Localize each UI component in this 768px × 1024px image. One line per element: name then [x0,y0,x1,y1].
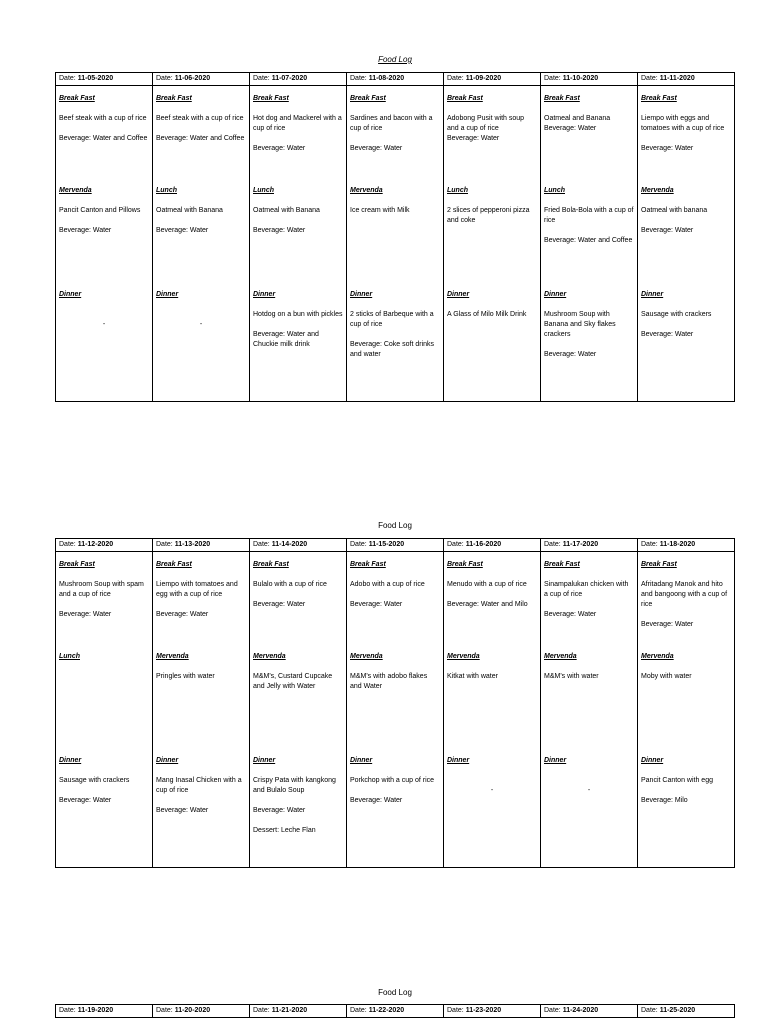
m2-label: Lunch [544,187,565,194]
food-log-table-2 [55,538,735,868]
m2-section [350,652,440,692]
m1-food: Menudo with a cup of rice [447,581,527,588]
date-cell [250,1005,347,1018]
m1-label: Break Fast [544,561,580,568]
m1-food: Oatmeal and Banana [544,115,611,122]
m2-label: Mervenda [59,187,92,194]
m2-label: Mervenda [447,653,480,660]
date-cell [638,1005,735,1018]
m3-label: Dinner [544,757,567,764]
m1-section [59,94,149,144]
m2-food: M&M's with water [544,673,599,680]
m2-section [156,652,246,682]
day-column [153,86,250,402]
m3-label: Dinner [641,757,664,764]
m2-section [641,186,731,236]
date-cell [347,539,444,552]
date-label: Date: [156,1007,175,1014]
m2-label: Mervenda [544,653,577,660]
m1-section [156,560,246,620]
m2-section [156,186,246,236]
m1-section [253,94,343,154]
date-cell [444,1005,541,1018]
m1-section [641,94,731,154]
date-label: Date: [156,75,175,82]
m3-section [544,290,634,360]
m3-section [350,756,440,806]
m2-food: Oatmeal with banana [641,207,708,214]
m3-label: Dinner [253,757,276,764]
m2-food: Oatmeal with Banana [253,207,320,214]
date-value: 11-11-2020 [659,75,695,82]
date-label: Date: [253,1007,272,1014]
date-value: 11-06-2020 [174,75,211,82]
date-label: Date: [156,541,175,548]
m3-label: Dinner [253,291,276,298]
m3-label: Dinner [156,291,179,298]
date-value: 11-12-2020 [77,541,114,548]
date-cell [153,1005,250,1018]
m1-beverage: Beverage: Water and Coffee [59,135,148,142]
m1-food: Sardines and bacon with a cup of rice [350,115,433,132]
m1-label: Break Fast [253,95,289,102]
food-log-table-1 [55,72,735,402]
date-label: Date: [253,541,272,548]
m3-label: Dinner [544,291,567,298]
date-header-row [56,73,735,86]
m3-label: Dinner [641,291,664,298]
m2-food: M&M's, Custard Cupcake and Jelly with Water [253,673,333,690]
m3-section [641,756,731,806]
m3-section [350,290,440,360]
date-cell [638,73,735,86]
m2-food: M&M's with adobo flakes and Water [350,673,428,690]
m3-label: Dinner [59,291,82,298]
meals-row [56,86,735,402]
day-column [250,86,347,402]
m3-label: Dinner [447,291,470,298]
date-value: 11-19-2020 [77,1007,114,1014]
m3-dessert: Dessert: Leche Flan [253,827,316,834]
m1-label: Break Fast [447,95,483,102]
date-value: 11-23-2020 [465,1007,502,1014]
date-label: Date: [59,541,78,548]
m2-section [350,186,440,216]
m1-label: Break Fast [350,561,386,568]
m3-empty-dash: - [587,787,591,794]
m3-section [641,290,731,340]
date-value: 11-16-2020 [465,541,502,548]
m3-empty-dash: - [199,321,203,328]
m3-section [447,756,537,796]
date-value: 11-24-2020 [562,1007,599,1014]
m3-beverage: Beverage: Water [350,797,403,804]
m3-food: Mushroom Soup with Banana and Sky flakes crackers [544,311,616,338]
date-label: Date: [350,541,369,548]
m2-food: Pancit Canton and Pillows [59,207,141,214]
date-cell [250,73,347,86]
m3-section [59,290,149,330]
m1-label: Break Fast [447,561,483,568]
date-label: Date: [447,1007,466,1014]
date-cell [347,1005,444,1018]
m3-label: Dinner [59,757,82,764]
m3-label: Dinner [156,757,179,764]
day-column [638,86,735,402]
m2-label: Mervenda [350,187,383,194]
m2-beverage: Beverage: Water and Coffee [544,237,633,244]
day-column [56,86,153,402]
date-cell [347,73,444,86]
date-label: Date: [447,541,466,548]
m1-food: Beef steak with a cup of rice [156,115,244,122]
m3-beverage: Beverage: Water [59,797,112,804]
m3-section [156,290,246,330]
m2-label: Lunch [253,187,274,194]
date-header-row [56,539,735,552]
food-log-table-3 [55,1004,735,1018]
day-column [541,86,638,402]
date-cell [250,539,347,552]
date-cell [444,73,541,86]
day-column [444,552,541,868]
m1-section [59,560,149,620]
m1-beverage: Beverage: Water [447,135,500,142]
m3-food: Sausage with crackers [59,777,130,784]
date-value: 11-05-2020 [77,75,114,82]
date-header-row [56,1005,735,1018]
m3-food: Porkchop with a cup of rice [350,777,435,784]
m1-food: Liempo with eggs and tomatoes with a cup of rice [641,115,725,132]
day-column [347,86,444,402]
m2-label: Lunch [447,187,468,194]
m1-food: Liempo with tomatoes and egg with a cup of rice [156,581,238,598]
m2-beverage: Beverage: Water [641,227,694,234]
date-label: Date: [350,1007,369,1014]
date-cell [153,73,250,86]
m3-beverage: Beverage: Water [641,331,694,338]
m1-section [350,94,440,154]
m2-section [641,652,731,682]
date-label: Date: [544,541,563,548]
date-cell [153,539,250,552]
date-label: Date: [641,1007,660,1014]
m3-beverage: Beverage: Water [544,351,597,358]
date-label: Date: [544,1007,563,1014]
m2-food: Fried Bola-Bola with a cup of rice [544,207,634,224]
m1-section [447,94,537,144]
day-column [56,552,153,868]
m2-food: 2 slices of pepperoni pizza and coke [447,207,530,224]
date-value: 11-21-2020 [271,1007,308,1014]
m1-label: Break Fast [350,95,386,102]
m1-beverage: Beverage: Water and Coffee [156,135,245,142]
m2-section [59,186,149,236]
date-value: 11-22-2020 [368,1007,405,1014]
m1-beverage: Beverage: Water [253,145,306,152]
date-value: 11-17-2020 [562,541,599,548]
m3-label: Dinner [447,757,470,764]
date-cell [56,1005,153,1018]
m1-food: Beef steak with a cup of rice [59,115,147,122]
m2-label: Mervenda [350,653,383,660]
m2-label: Mervenda [641,187,674,194]
m2-beverage: Beverage: Water [156,227,209,234]
m2-beverage: Beverage: Water [253,227,306,234]
m3-beverage: Beverage: Milo [641,797,688,804]
m3-label: Dinner [350,291,373,298]
day-column [638,552,735,868]
m1-beverage: Beverage: Water [544,611,597,618]
m2-label: Mervenda [156,653,189,660]
m2-beverage: Beverage: Water [59,227,112,234]
m3-food: Crispy Pata with kangkong and Bulalo Soup [253,777,336,794]
date-label: Date: [59,1007,78,1014]
date-cell [56,539,153,552]
m3-beverage: Beverage: Coke soft drinks and water [350,341,435,358]
m1-beverage: Beverage: Water [156,611,209,618]
m3-beverage: Beverage: Water and Chuckie milk drink [253,331,319,348]
m2-section [59,652,149,662]
m1-section [253,560,343,610]
day-column [347,552,444,868]
m1-section [544,94,634,134]
m1-beverage: Beverage: Water [59,611,112,618]
m1-beverage: Beverage: Water and Milo [447,601,528,608]
m2-label: Mervenda [253,653,286,660]
date-label: Date: [641,75,660,82]
m1-label: Break Fast [641,561,677,568]
m2-section [447,652,537,682]
date-value: 11-10-2020 [562,75,599,82]
m1-beverage: Beverage: Water [253,601,306,608]
date-label: Date: [641,541,660,548]
m1-section [156,94,246,144]
date-value: 11-09-2020 [465,75,502,82]
m1-label: Break Fast [59,561,95,568]
date-value: 11-07-2020 [271,75,308,82]
m1-food: Mushroom Soup with spam and a cup of rice [59,581,144,598]
m1-label: Break Fast [59,95,95,102]
m1-beverage: Beverage: Water [350,145,403,152]
date-label: Date: [544,75,563,82]
m2-food: Ice cream with Milk [350,207,410,214]
m2-label: Lunch [156,187,177,194]
m3-section [253,290,343,350]
date-value: 11-08-2020 [368,75,405,82]
m3-empty-dash: - [102,321,106,328]
day-column [153,552,250,868]
m2-section [253,652,343,692]
date-label: Date: [59,75,78,82]
m1-label: Break Fast [641,95,677,102]
date-cell [541,73,638,86]
m2-section [253,186,343,236]
food-log-title-3: Food Log [378,988,412,997]
date-label: Date: [447,75,466,82]
m1-label: Break Fast [156,95,192,102]
date-cell [638,539,735,552]
m3-food: Pancit Canton with egg [641,777,713,784]
m3-food: Hotdog on a bun with pickles [253,311,343,318]
date-cell [541,1005,638,1018]
day-column [541,552,638,868]
m3-beverage: Beverage: Water [156,807,209,814]
m1-beverage: Beverage: Water [544,125,597,132]
m3-beverage: Beverage: Water [253,807,306,814]
m2-food: Kitkat with water [447,673,498,680]
m1-label: Break Fast [544,95,580,102]
m1-section [544,560,634,620]
date-value: 11-14-2020 [271,541,308,548]
m3-section [156,756,246,816]
date-cell [541,539,638,552]
food-log-title-1: Food Log [378,55,412,64]
m1-food: Adobo with a cup of rice [350,581,425,588]
m2-label: Mervenda [641,653,674,660]
day-column [444,86,541,402]
m3-food: Mang Inasal Chicken with a cup of rice [156,777,242,794]
m1-food: Adobong Pusit with soup and a cup of rice [447,115,525,132]
m3-food: 2 sticks of Barbeque with a cup of rice [350,311,434,328]
date-label: Date: [350,75,369,82]
m1-section [447,560,537,610]
m3-empty-dash: - [490,787,494,794]
m2-section [544,652,634,682]
m3-food: Sausage with crackers [641,311,712,318]
m3-food: A Glass of Milo Milk Drink [447,311,527,318]
m1-section [350,560,440,610]
m2-section [544,186,634,246]
m2-section [447,186,537,226]
m3-section [253,756,343,836]
date-value: 11-25-2020 [659,1007,696,1014]
m3-section [544,756,634,796]
date-value: 11-20-2020 [174,1007,211,1014]
food-log-title-2: Food Log [378,521,412,530]
m3-label: Dinner [350,757,373,764]
m1-beverage: Beverage: Water [350,601,403,608]
m2-food: Moby with water [641,673,692,680]
date-value: 11-13-2020 [174,541,211,548]
m1-food: Hot dog and Mackerel with a cup of rice [253,115,342,132]
m3-section [447,290,537,320]
m1-food: Sinampalukan chicken with a cup of rice [544,581,629,598]
meals-row [56,552,735,868]
m1-section [641,560,731,630]
m2-label: Lunch [59,653,80,660]
m3-section [59,756,149,806]
day-column [250,552,347,868]
m1-food: Afritadang Manok and hito and bangoong with a cup of rice [641,581,728,608]
date-value: 11-15-2020 [368,541,405,548]
m1-label: Break Fast [156,561,192,568]
date-value: 11-18-2020 [659,541,696,548]
date-cell [56,73,153,86]
date-cell [444,539,541,552]
m1-beverage: Beverage: Water [641,145,694,152]
m2-food: Pringles with water [156,673,215,680]
date-label: Date: [253,75,272,82]
m1-label: Break Fast [253,561,289,568]
m2-food: Oatmeal with Banana [156,207,223,214]
m1-food: Bulalo with a cup of rice [253,581,327,588]
m1-beverage: Beverage: Water [641,621,694,628]
